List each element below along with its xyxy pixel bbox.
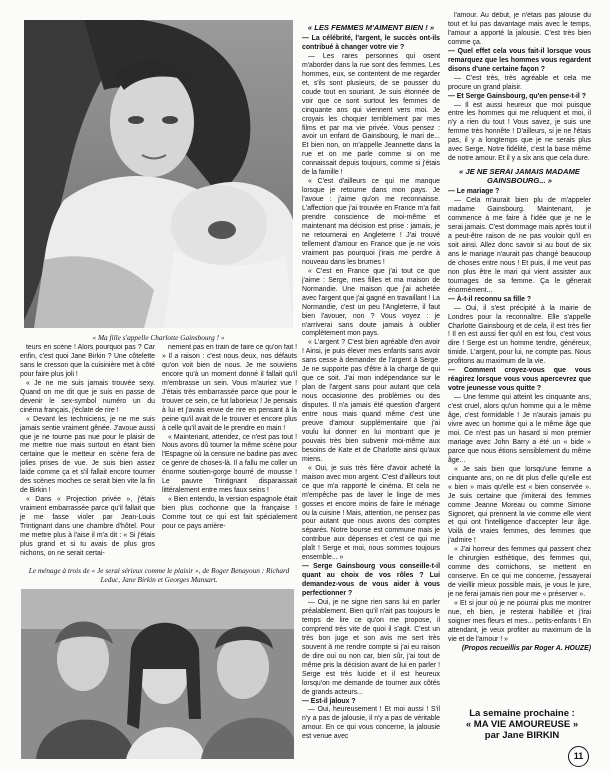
interview-question: — La célébrité, l'argent, le succès ont-ils contribué à changer votre vie ? <box>302 35 440 51</box>
photo-trio <box>21 589 294 759</box>
article-paragraph: — Oui, heureusement ! Et moi aussi ! S'il n'y a pas de jalousie, il n'y a pas de véritable amour. En ce qui vous concerne, la jalousie est venue avec <box>302 706 440 741</box>
article-paragraph: « Oui, je suis très fière d'avoir acheté la maison avec mon argent. C'est d'ailleurs tout ce que m'a rapporté le cinéma. Et cela ne m'empêche pas de laver le linge de mes gosses et encore moins de faire le ménage ou la cuisine ! Mais, attention, ne pensez pas pour autant que nous avons des comptes séparés. Notre bourse est commune mais je contribue aux dépenses et c'est ce qui me plaît ! Serge et moi, nous sommes toujours ensemble... » <box>302 464 440 562</box>
next-week-teaser <box>452 708 592 741</box>
article-paragraph: « Dans « Projection privée », j'étais vraiment embarrassée parce qu'il fallait que je me fasse violer par Jean-Louis Trintignant dans une chambre d'hôtel. Pour me mettre plus à l'aise il m'a dit : « Si j'étais plus grand et si tu avais de plus gros nichons, on ne serait certai- <box>20 496 155 556</box>
article-paragraph: « C'est en France que j'ai tout ce que j'aime : Serge, mes filles et ma maison de Normandie. Une maison que j'ai achetée avec l'argent que j'ai gagné en travaillant ! La Normandie, c'est un peu l'Angleterre, il faut bien l'avouer, non ? Vous voyez : je n'arriverai sans doute jamais à oublier complètement mon pays. <box>302 267 440 338</box>
article-paragraph: — Oui, il s'est précipité à la mairie de Londres pour la reconnaître. Elle s'appelle Charlotte Gainsbourg et de cela, il est très fier ! Il en est aussi fier qu'il en est fou, c'est vous dire ! Serge est un homme tendre, généreux, timide. L'argent, pour lui, ne compte pas. Nous profitons au maximum de la vie. <box>448 304 591 366</box>
article-paragraph: « L'argent ? C'est bien agréable d'en avoir ! Ainsi, je puis élever mes enfants sans avoir sans cesse à demander de l'argent à Serge. Je ne supporte pas d'être à la charge de qui que ce soit. J'ai mon indépendance sur le plan de l'argent sans pour autant que cela nous occasionne des problèmes ou des disputes. Il n'a jamais été question d'argent entre nous mais quand même c'est une preuve d'amour supplémentaire que j'ai voulu lui donner en lui montrant que je pouvais très bien subvenir moi-même aux besoins de Kate et de Charlotte ainsi qu'aux miens. <box>302 339 440 463</box>
photo-trio-caption: Le ménage à trois de « Je serai sérieux comme le plaisir », de Roger Benayoun : Richard Leduc, Jane Birkin et Georges Mansart. <box>28 566 290 584</box>
article-column-2 <box>162 344 297 556</box>
article-paragraph: « C'est d'ailleurs ce qui me manque lorsque je retourne dans mon pays. Je l'avoue : j'aime qu'on me reconnaisse. L'affection que j'ai trouvée en France m'a fait prendre conscience de moi-même et maintenant ma décision est prise : jamais, je ne retournerai en Angleterre ! J'ai trouvé tellement d'amour en France que je ne vois vraiment pas pourquoi j'irais me perdre à nouveau dans les brumes ! <box>302 178 440 266</box>
interview-question: — À-t-il reconnu sa fille ? <box>448 295 532 303</box>
article-column-4 <box>448 12 591 706</box>
section-heading: « LES FEMMES M'AIMENT BIEN ! » <box>307 23 435 32</box>
photo-trio-image <box>21 589 294 759</box>
byline: (Propos recueillis par Roger A. HOUZE) <box>461 644 591 652</box>
article-paragraph: — Oui, je ne signe rien sans lui en parler préalablement. Bien qu'il n'ait pas toujours le temps de lire ce qu'on me propose, il comprend très vite de quoi il s'agit. C'est un très bon juge et son avis me sert très souvent à me rendre compte si j'ai eu raison de dire oui ou non car, bien sûr, j'ai tout de même pris la décision avant de lui en parler ! Serge est très lucide et il est heureux lorsqu'on me demande de tourner aux côtés de grands acteurs... <box>302 599 440 696</box>
next-week-line-1: La semaine prochaine : <box>469 708 575 719</box>
next-week-line-3: par Jane BIRKIN <box>484 730 560 741</box>
article-paragraph: — Cela m'aurait bien plu de m'appeler madame Gainsbourg. Maintenant, je commence à me faire à l'idée que je ne le serai jamais. C'est dommage mais après tout il a peut-être raison de ne pas vouloir qu'il en soit ainsi. Allez donc savoir si au bout de six ans le mariage n'aurait pas changé beaucoup de choses entre nous ! Et puis, il me veut pas non plus être le mari qui vient assister aux tournages de sa femme. Ça le gênerait énormément... <box>448 197 591 294</box>
interview-question: — Quel effet cela vous fait-il lorsque vous remarquez que les hommes vous regardent disons d'une certaine façon ? <box>448 47 591 73</box>
article-paragraph: « Et si jour où je ne pourrai plus me montrer nue, eh bien, je resterai habillée et j'irai soigner mes fleurs et mes... petits-enfants ! En attendant, je veux profiter au maximum de la vie et de l'amour ! » <box>448 600 591 643</box>
article-paragraph: — Il est aussi heureux que moi puisque entre les hommes qui me reluquent et moi, il n'y a rien du tout ! Vous savez, je suis une femme très honnête ! D'ailleurs, si je ne l'étais pas, il y a longtemps que je ne serais plus avec Serge. Notre fidélité, c'est la base même de notre amour. Et il y a six ans que cela dure. <box>448 101 591 163</box>
article-paragraph: — Les rares personnes qui osent m'aborder dans la rue sont des femmes. Les hommes, eux, se contentent de me regarder et, s'ils sont plusieurs, de se pousser du coude tout en souriant. Je suis étonnée de voir que ce sont surtout les femmes de cinquante ans qui viennent vers moi. Je croyais les choquer terriblement par mes films et par ma vie privée. Vous pensez : avoir un enfant de Gainsbourg, le mari de... Et bien non, on m'appelle Jeannette dans la rue et on me parle comme si on me connaissait depuis toujours, comme si j'étais de la famille ! <box>302 52 440 177</box>
interview-question: — Comment croyez-vous que vous réagirez lorsque vous vous apercevrez que votre jeunesse vous quitte ? <box>448 367 591 393</box>
article-paragraph: — Une femme qui atteint les cinquante ans, c'est cruel, alors qu'un homme qui a le même âge, c'est formidable ! Je n'aurais jamais pu vivre avec un homme qui a le même âge que moi. Ce n'est pas un hasard si mon premier mariage avec John Barry a été un « bide » parce que nous étions sensiblement du même âge... <box>448 394 591 464</box>
article-paragraph: « Devant les techniciens, je ne me suis jamais sentie vraiment gênée. J'avoue aussi que je ne tourne pas nue pour le plaisir de me mettre nue mais surtout en étant bien certaine que le metteur en scène fera de jolies prises de vue. Je suis bien assez laide comme ça et s'il fallait encore tourner des scènes moches ce serait bien vite la fin de Birkin ! <box>20 415 155 495</box>
article-paragraph: « J'ai horreur des femmes qui passent chez le chirurgien esthétique, des femmes qui, comme des cornichons, se mettent en conserve. En ce qui me concerne, j'essayerai de vieillir mieux possible mais, je vous le jure, je ne ferai jamais rien pour me « préserver ». <box>448 546 591 599</box>
interview-question: — Est-il jaloux ? <box>302 697 356 705</box>
interview-question: — Et Serge Gainsbourg, qu'en pense-t-il ? <box>448 92 586 100</box>
article-column-3 <box>302 20 440 768</box>
page-number: 11 <box>568 746 589 767</box>
article-paragraph: « Je sais bien que lorsqu'une femme a cinquante ans, on ne dit plus d'elle qu'elle est « bien » mais qu'elle est « bien conservée ». Je suis certaine que j'imiterai des femmes comme Jeanne Moreau ou comme Simone Signoret, qui prennent la vie comme elle vient et qui ont l'intelligence d'accepter leur âge. Voilà de vraies femmes, des femmes que j'admire ! <box>448 465 591 545</box>
photo-mother-baby <box>24 20 293 328</box>
article-column-1 <box>20 344 155 556</box>
photo-mother-baby-caption: « Ma fille s'appelle Charlotte Gainsbourg ! » <box>92 333 225 342</box>
article-paragraph: « Maintenant, attendez, ce n'est pas tout ! Nous avons dû tourner la même scène pour l'Espagne où la censure ne badine pas avec ce genre de choses-là. Il a fallu me coller un énorme soutien-gorge bourré de mousse ! Le pauvre Trintignant disparaissait littéralement entre mes faux seins ! <box>162 433 297 495</box>
article-paragraph: nement pas en train de faire ce qu'on fait ! » Il a raison : c'est nous deux, nos défauts qu'on voit bien de nous. Je me souviens encore qu'à un moment donné il fallait qu'il m'embrasse un sein. Vous m'auriez vue ! J'étais très embarrassée parce que pour le trouver ce sein, ce fut laborieux ! Je pensais à lui et j'avais envie de rire en pensant à la peine qu'il avait de le trouver et encore plus à celle qu'il avait de le prendre en main ! <box>162 344 297 432</box>
photo-mother-baby-image <box>24 20 293 328</box>
article-paragraph: — C'est très, très agréable et cela me procure un grand plaisir. <box>448 74 591 91</box>
article-paragraph: teurs en scène ! Alors pourquoi pas ? Car enfin, c'est quoi Jane Birkin ? Une côtelette sans le cresson que la cuisinière met à côté pour faire plus joli ! <box>20 344 155 378</box>
interview-question: — Serge Gainsbourg vous conseille-t-il quant au choix de vos rôles ? Lui demandez-vous de vous aider à vous perfectionner ? <box>302 563 440 598</box>
article-paragraph: l'amour. Au début, je n'étais pas jalouse du tout et lui pas davantage mais avec le temps, l'amour a apporté la jalousie. C'est très bien comme ça. <box>448 12 591 46</box>
next-week-line-2: « MA VIE AMOUREUSE » <box>465 719 579 730</box>
interview-question: — Le mariage ? <box>448 188 500 196</box>
section-heading: « JE NE SERAI JAMAIS MADAME GAINSBOURG... » <box>459 167 580 186</box>
article-paragraph: « Je ne me suis jamais trouvée sexy. Quand on me dit que je suis en passe de devenir le sex-symbol numéro un du cinéma français, j'éclate de rire ! <box>20 379 155 414</box>
article-paragraph: « Bien entendu, la version espagnole était bien plus cochonne que la française ! Comme tout ce qui est fait spécialement pour ce pays arrière- <box>162 496 297 531</box>
